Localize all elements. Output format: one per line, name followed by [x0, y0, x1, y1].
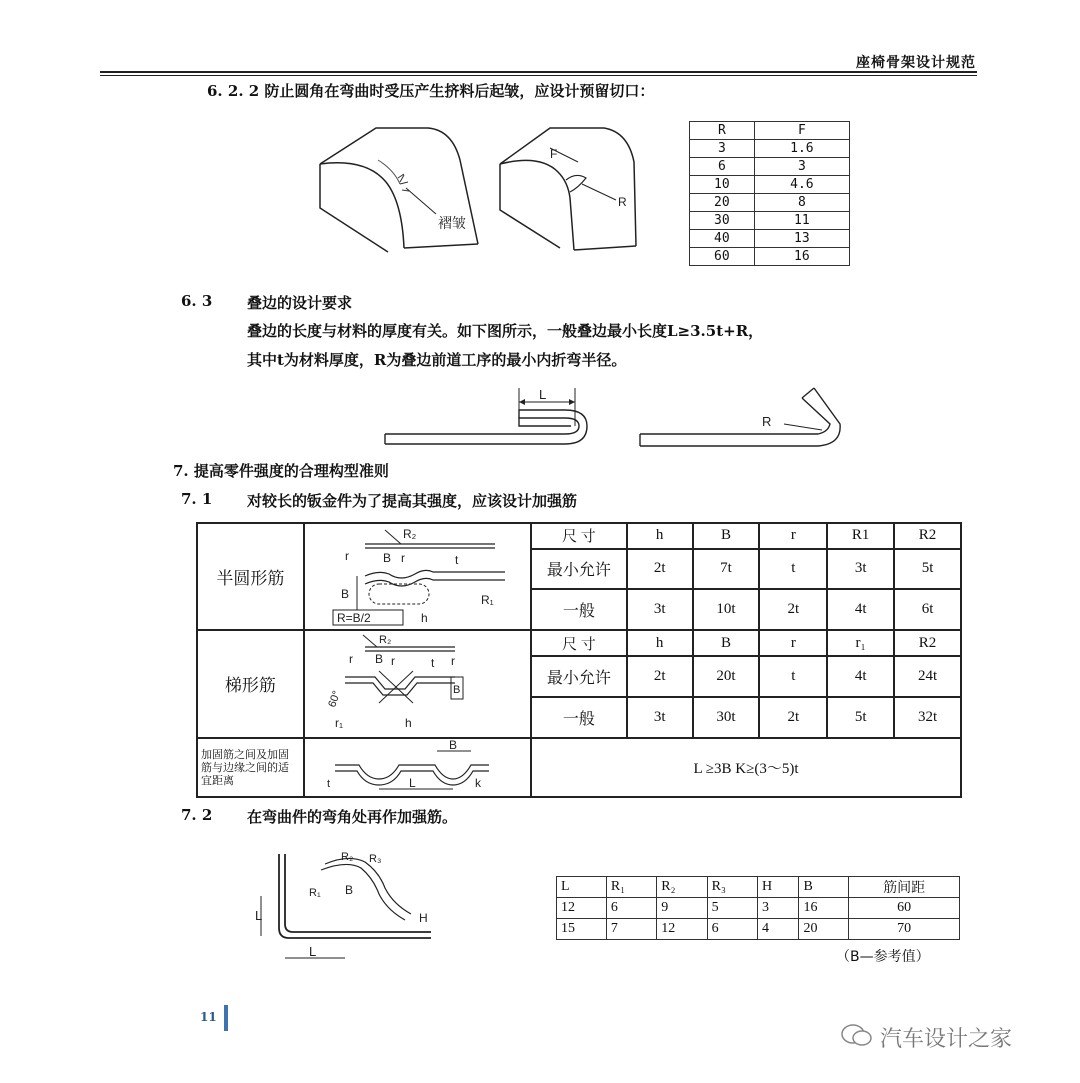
table-cell: 10t: [693, 589, 760, 630]
table-cell: 一般: [531, 589, 627, 630]
table-cell: 60: [690, 248, 755, 266]
figure-label: h: [404, 716, 412, 731]
figure-label: t: [326, 777, 330, 790]
bend-table-note: （B—参考值）: [836, 949, 930, 965]
table-cell: 20t: [693, 656, 760, 697]
figure-label: B: [382, 551, 391, 565]
pre-hem-r-label: R: [762, 414, 772, 429]
wrinkle-label: 褶皱: [438, 215, 466, 231]
section-72-num: 7. 2: [181, 806, 213, 824]
table-cell: 16: [754, 248, 849, 266]
table-cell: 9: [657, 898, 707, 919]
table-cell: 7t: [693, 549, 760, 590]
section-71-num: 7. 1: [181, 490, 213, 508]
table-cell: 4t: [827, 656, 894, 697]
table-cell: R2: [894, 630, 961, 656]
table-cell: R1: [827, 523, 894, 549]
hem-l-label: L: [539, 387, 547, 402]
figure-label: r: [450, 654, 455, 669]
figure-label: r: [400, 551, 405, 565]
table-cell: 6: [606, 898, 656, 919]
watermark: 汽车设计之家: [880, 1027, 1013, 1052]
table-row: [690, 176, 850, 194]
table-cell: R2: [894, 523, 961, 549]
table-cell: 2t: [759, 697, 827, 738]
table-cell: B: [799, 877, 849, 898]
table-row: [197, 630, 961, 656]
table-cell: 20: [690, 194, 755, 212]
figure-label: B: [452, 684, 461, 697]
semi-rib-name: 半圆形筋: [197, 523, 304, 630]
hem-figure: [383, 386, 593, 456]
table-cell: 6: [707, 919, 757, 940]
table-cell: t: [759, 549, 827, 590]
figure-label: r: [390, 654, 395, 669]
figure-label: t: [454, 553, 459, 567]
spacing-formula: L ≥3B K≥(3～5)t: [531, 738, 961, 797]
table-cell: 6t: [894, 589, 961, 630]
bend-rib-figure: [255, 850, 445, 970]
table-cell: 60: [849, 898, 960, 919]
semi-rib-figure-cell: [304, 523, 531, 630]
table-cell: 70: [849, 919, 960, 940]
table-cell: 3t: [827, 549, 894, 590]
page-number: 11: [200, 1010, 217, 1024]
f-label: F: [550, 147, 558, 161]
figure-label: R₃: [369, 853, 382, 865]
section-72-title: 在弯曲件的弯角处再作加强筋。: [247, 808, 458, 826]
section-63-line2: 其中t为材料厚度，R为叠边前道工序的最小内折弯半径。: [247, 351, 627, 369]
figure-label: L: [255, 908, 263, 923]
rf-table: [689, 121, 850, 266]
figure-label: B: [340, 587, 349, 601]
table-cell: 32t: [894, 697, 961, 738]
table-cell: B: [693, 630, 760, 656]
trap-rib-figure: [305, 631, 531, 735]
table-cell: 5: [707, 898, 757, 919]
rib-table: [196, 522, 962, 798]
section-63-line1: 叠边的长度与材料的厚度有关。如下图所示，一般叠边最小长度L≥3.5t+R，: [247, 322, 764, 340]
figure-label: R₂: [402, 527, 417, 541]
table-cell: 4.6: [754, 176, 849, 194]
table-cell: 15: [557, 919, 607, 940]
document-title: 座椅骨架设计规范: [856, 55, 976, 71]
table-cell: 一般: [531, 697, 627, 738]
wrinkle-figure: [318, 122, 508, 262]
header-rule: [100, 71, 977, 73]
header-rule-thin: [100, 75, 977, 76]
table-cell: 5t: [827, 697, 894, 738]
figure-label: H: [419, 911, 428, 925]
table-row: [690, 194, 850, 212]
table-cell: 16: [799, 898, 849, 919]
semi-rib-figure: [305, 524, 531, 628]
r-label: R: [618, 195, 627, 209]
table-cell: R₂: [657, 877, 707, 898]
table-cell: 12: [657, 919, 707, 940]
figure-label: R₁: [309, 887, 321, 899]
table-cell: 30t: [693, 697, 760, 738]
table-row: [197, 523, 961, 549]
figure-label: R₂: [341, 851, 354, 863]
table-row: [557, 898, 960, 919]
bend-table: [556, 876, 960, 940]
trap-rib-name: 梯形筋: [197, 630, 304, 737]
table-cell: 3: [757, 898, 798, 919]
figure-label: h: [420, 611, 428, 625]
table-cell: B: [693, 523, 760, 549]
pre-hem-figure: [638, 386, 858, 456]
table-cell: H: [757, 877, 798, 898]
table-cell: 4t: [827, 589, 894, 630]
section-622-heading: 6. 2. 2 防止圆角在弯曲时受压产生挤料后起皱，应设计预留切口：: [207, 82, 655, 100]
table-cell: R₃: [707, 877, 757, 898]
table-cell: 2t: [759, 589, 827, 630]
figure-label: R=B/2: [336, 611, 371, 625]
table-cell: 尺 寸: [531, 523, 627, 549]
table-cell: r: [759, 523, 827, 549]
table-cell: 11: [754, 212, 849, 230]
table-row: [557, 919, 960, 940]
table-cell: 12: [557, 898, 607, 919]
spacing-rib-name: 加固筋之间及加固筋与边缘之间的适宜距离: [197, 738, 304, 797]
table-cell: 筋间距: [849, 877, 960, 898]
figure-label: 60°: [325, 689, 343, 710]
figure-label: r: [348, 652, 353, 667]
table-cell: 4: [757, 919, 798, 940]
section-7-title: 7. 提高零件强度的合理构型准则: [173, 462, 389, 480]
table-cell: 2t: [627, 549, 693, 590]
table-cell: R₁: [606, 877, 656, 898]
table-row: [690, 140, 850, 158]
table-cell: 2t: [627, 656, 693, 697]
spacing-figure: [305, 739, 531, 795]
table-cell: 5t: [894, 549, 961, 590]
table-cell: 20: [799, 919, 849, 940]
figure-label: R₂: [378, 634, 391, 647]
table-cell: 3t: [627, 697, 693, 738]
table-cell: 7: [606, 919, 656, 940]
trap-rib-figure-cell: [304, 630, 531, 737]
table-cell: 30: [690, 212, 755, 230]
table-cell: 13: [754, 230, 849, 248]
figure-label: B: [345, 883, 354, 897]
table-cell: 3: [690, 140, 755, 158]
figure-label: t: [430, 656, 435, 671]
table-cell: 3: [754, 158, 849, 176]
table-row: [690, 212, 850, 230]
table-cell: h: [627, 630, 693, 656]
rf-header-r: R: [690, 122, 755, 140]
table-row: [197, 738, 961, 797]
spacing-figure-cell: [304, 738, 531, 797]
table-cell: 40: [690, 230, 755, 248]
table-cell: h: [627, 523, 693, 549]
figure-label: B: [374, 652, 383, 667]
section-71-title: 对较长的钣金件为了提高其强度，应该设计加强筋: [247, 492, 578, 510]
table-cell: r₁: [827, 630, 894, 656]
figure-label: B: [448, 737, 457, 752]
table-cell: r: [759, 630, 827, 656]
figure-label: R₁: [480, 593, 494, 607]
section-63-title: 叠边的设计要求: [247, 294, 353, 312]
rf-header-f: F: [754, 122, 849, 140]
table-cell: L: [557, 877, 607, 898]
figure-label: r: [344, 549, 349, 563]
figure-label: r₁: [334, 716, 343, 731]
figure-label: L: [309, 944, 317, 959]
relief-cut-figure: [498, 122, 648, 262]
table-cell: 8: [754, 194, 849, 212]
table-cell: 24t: [894, 656, 961, 697]
table-cell: 最小允许: [531, 656, 627, 697]
wechat-icon: [840, 1022, 874, 1048]
figure-label: L: [408, 775, 416, 790]
section-63-num: 6. 3: [181, 292, 213, 310]
table-row: [557, 877, 960, 898]
page-number-bar: [224, 1005, 228, 1031]
table-cell: 1.6: [754, 140, 849, 158]
table-cell: t: [759, 656, 827, 697]
table-cell: 最小允许: [531, 549, 627, 590]
figure-label: k: [474, 775, 481, 790]
table-cell: 3t: [627, 589, 693, 630]
table-row: [690, 230, 850, 248]
rf-header-row: [690, 122, 850, 140]
table-cell: 10: [690, 176, 755, 194]
table-row: [690, 158, 850, 176]
table-cell: 6: [690, 158, 755, 176]
table-row: [690, 248, 850, 266]
table-cell: 尺 寸: [531, 630, 627, 656]
